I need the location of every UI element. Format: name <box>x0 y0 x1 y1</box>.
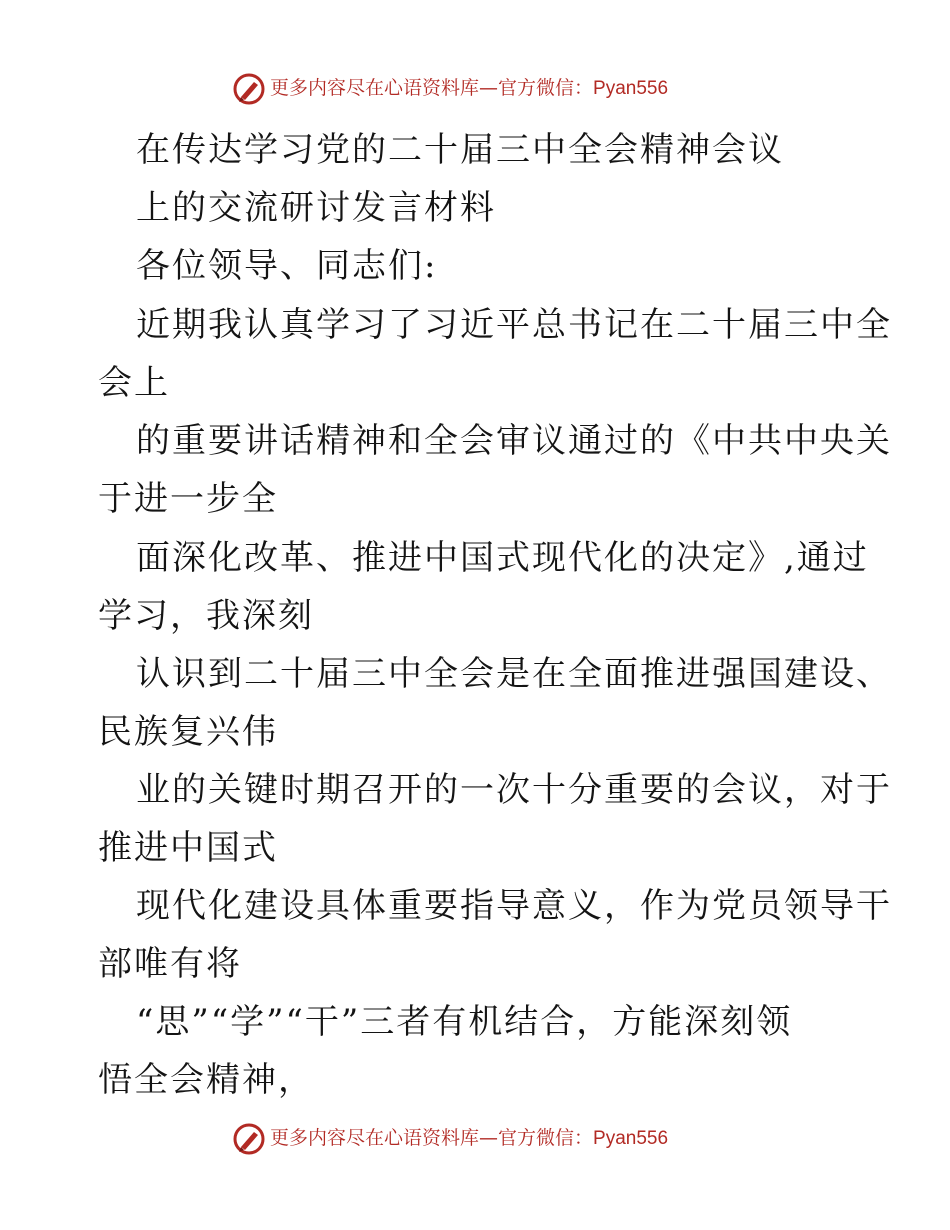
paragraph-line: 现代化建设具体重要指导意义，作为党员领导干 <box>136 886 892 926</box>
watermark-text: 更多内容尽在心语资料库—官方微信：Pyan556 <box>270 1127 669 1149</box>
paragraph-line: 认识到二十届三中全会是在全面推进强国建设、 <box>136 654 892 694</box>
paragraph-line: 的重要讲话精神和全会审议通过的《中共中央关 <box>136 421 892 461</box>
paragraph-line: 会上 <box>98 363 170 403</box>
title-line-1: 在传达学习党的二十届三中全会精神会议 <box>136 130 784 170</box>
watermark-header <box>0 70 950 110</box>
paragraph-line: 近期我认真学习了习近平总书记在二十届三中全 <box>136 305 892 345</box>
watermark-footer <box>0 1120 950 1160</box>
salutation: 各位领导、同志们: <box>136 246 438 286</box>
paragraph-line: 部唯有将 <box>98 944 242 984</box>
paragraph-line: 面深化改革、推进中国式现代化的决定》,通过 <box>136 538 869 578</box>
paragraph-line: 于进一步全 <box>98 479 278 519</box>
paragraph-line: 学习，我深刻 <box>98 596 314 636</box>
paragraph-line: 推进中国式 <box>98 828 278 868</box>
paragraph-line: 业的关键时期召开的一次十分重要的会议，对于 <box>136 770 892 810</box>
watermark-id: Pyan556 <box>593 1128 669 1149</box>
watermark-id: Pyan556 <box>593 78 669 99</box>
pen-logo-icon <box>232 72 266 106</box>
title-line-2: 上的交流研讨发言材料 <box>136 188 496 228</box>
pen-logo-icon <box>232 1122 266 1156</box>
paragraph-line: 民族复兴伟 <box>98 712 278 752</box>
paragraph-line: 悟全会精神， <box>98 1060 314 1100</box>
paragraph-line: “思”“学”“干”三者有机结合，方能深刻领 <box>136 1002 793 1042</box>
watermark-text: 更多内容尽在心语资料库—官方微信：Pyan556 <box>270 77 669 99</box>
